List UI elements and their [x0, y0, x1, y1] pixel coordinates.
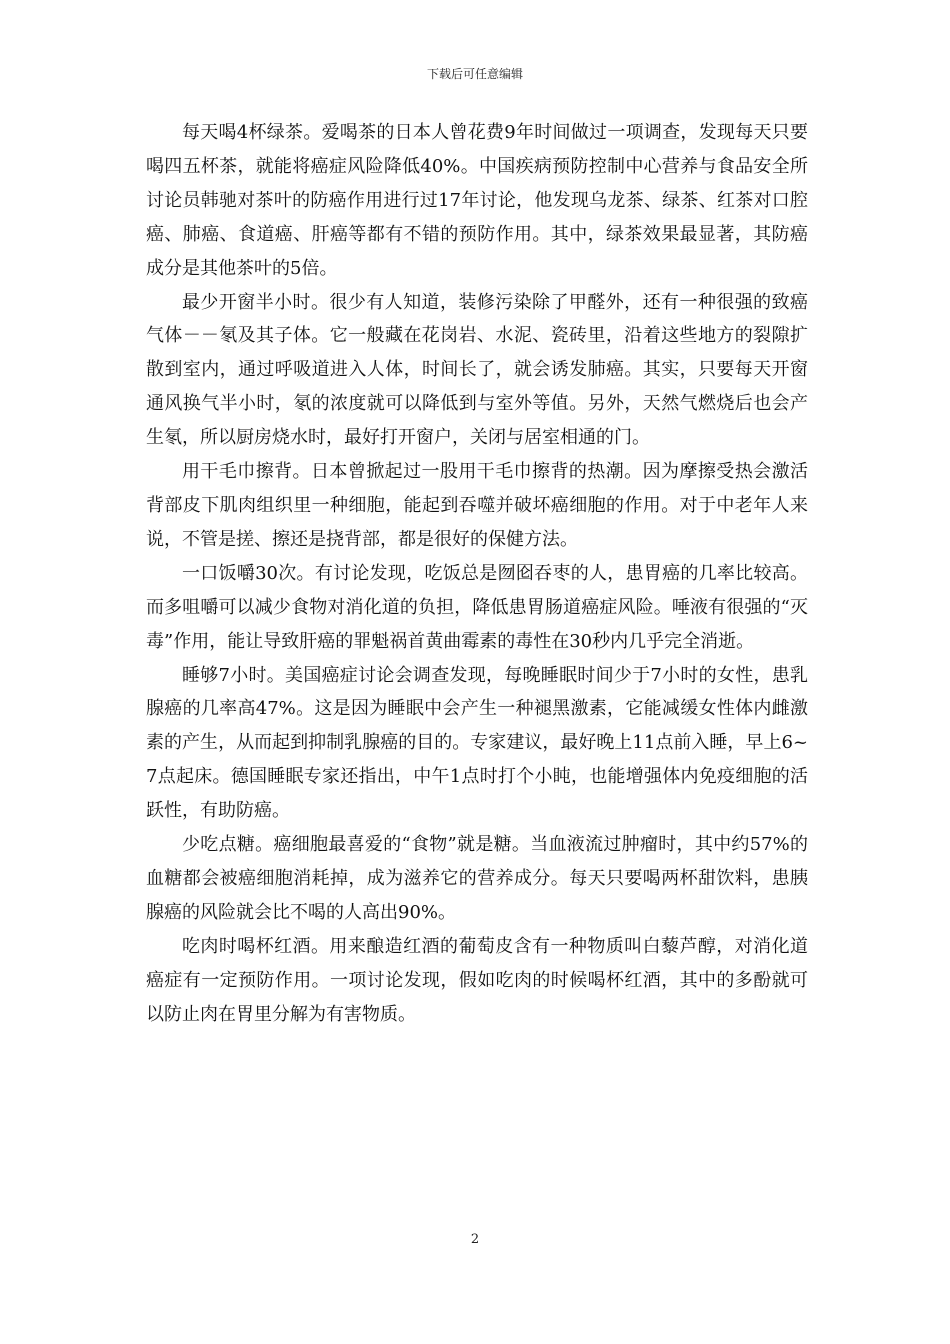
body-text — [146, 116, 808, 1031]
page-header: 下载后可任意编辑 — [426, 67, 523, 81]
paragraph-red-wine: 吃肉时喝杯红酒。用来酿造红酒的葡萄皮含有一种物质叫白藜芦醇，对消化道癌症有一定预防作用。一项讨论发现，假如吃肉的时候喝杯红酒，其中的多酚就可以防止肉在胃里分解为有害物质。 — [146, 935, 808, 1025]
paragraph-sugar: 少吃点糖。癌细胞最喜爱的“食物”就是糖。当血液流过肿瘤时，其中约57%的血糖都会被癌细胞消耗掉，成为滋养它的营养成分。每天只要喝两杯甜饮料，患胰腺癌的风险就会比不喝的人高出90%。 — [146, 834, 808, 923]
paragraph-green-tea: 每天喝4杯绿茶。爱喝茶的日本人曾花费9年时间做过一项调查，发现每天只要喝四五杯茶，就能将癌症风险降低40%。中国疾病预防控制中心营养与食品安全所讨论员韩驰对茶叶的防癌作用进行过17年讨论，他发现乌龙茶、绿茶、红茶对口腔癌、肺癌、食道癌、肝癌等都有不错的预防作用。其中，绿茶效果最显著，其防癌成分是其他茶叶的5倍。 — [146, 122, 808, 279]
paragraph-sleep: 睡够7小时。美国癌症讨论会调查发现，每晚睡眠时间少于7小时的女性，患乳腺癌的几率高47%。这是因为睡眠中会产生一种褪黑激素，它能减缓女性体内雌激素的产生，从而起到抑制乳腺癌的目的。专家建议，最好晚上11点前入睡，早上6~7点起床。德国睡眠专家还指出，中午1点时打个小盹，也能增强体内免疫细胞的活跃性，有助防癌。 — [146, 664, 808, 822]
paragraph-ventilation: 最少开窗半小时。很少有人知道，装修污染除了甲醛外，还有一种很强的致癌气体－－氡及其子体。它一般藏在花岗岩、水泥、瓷砖里，沿着这些地方的裂隙扩散到室内，通过呼吸道进入人体，时间长了，就会诱发肺癌。其实，只要每天开窗通风换气半小时，氡的浓度就可以降低到与室外等值。另外，天然气燃烧后也会产生氡，所以厨房烧水时，最好打开窗户，关闭与居室相通的门。 — [146, 291, 808, 449]
page-number: 2 — [470, 1232, 480, 1247]
paragraph-chewing: 一口饭嚼30次。有讨论发现，吃饭总是囫囵吞枣的人，患胃癌的几率比较高。而多咀嚼可以减少食物对消化道的负担，降低患胃肠道癌症风险。唾液有很强的“灭毒”作用，能让导致肝癌的罪魁祸首黄曲霉素的毒性在30秒内几乎完全消逝。 — [146, 562, 808, 652]
paragraph-back-rubbing: 用干毛巾擦背。日本曾掀起过一股用干毛巾擦背的热潮。因为摩擦受热会激活背部皮下肌肉组织里一种细胞，能起到吞噬并破坏癌细胞的作用。对于中老年人来说，不管是搓、擦还是挠背部，都是很好的保健方法。 — [146, 461, 808, 550]
